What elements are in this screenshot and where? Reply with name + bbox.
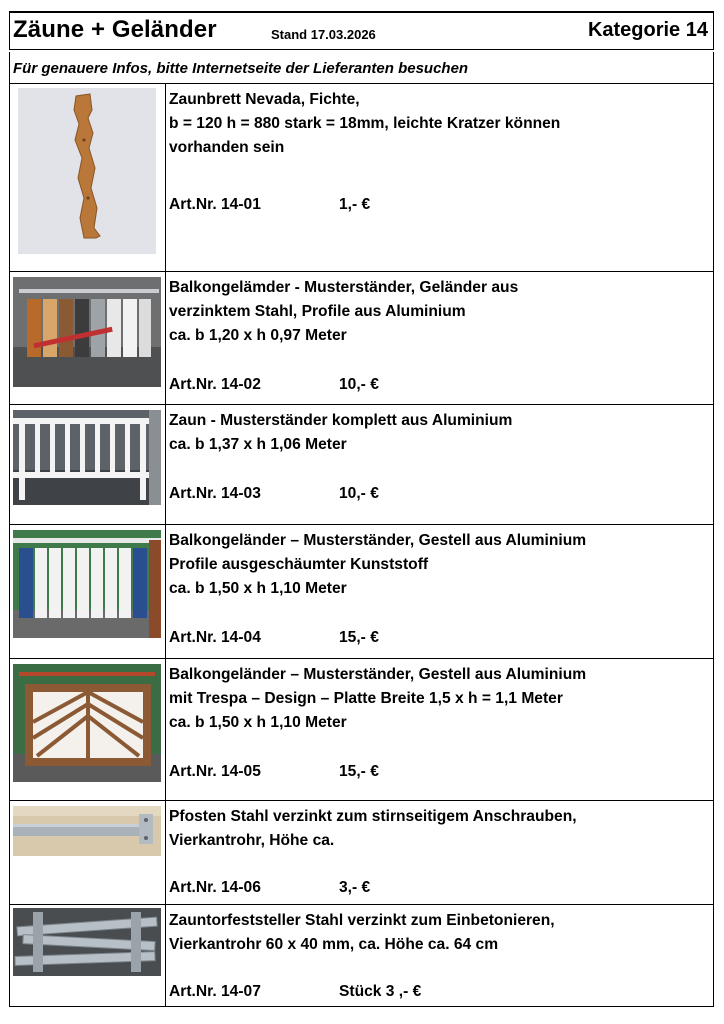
balcony-railing-sample-photo — [13, 277, 161, 387]
catalog-page — [9, 11, 716, 1007]
product-image-cell — [10, 525, 166, 658]
price: 3,- € — [339, 879, 371, 896]
aluminium-fence-photo — [13, 410, 161, 505]
product-text — [169, 529, 709, 601]
price: 10,- € — [339, 485, 379, 502]
date-stamp: Stand 17.03.2026 — [271, 27, 376, 42]
product-article-line — [169, 376, 379, 394]
product-description: Balkongeländer – Musterständer, Gestell aus Aluminium Profile ausgeschäumter Kunststoff ca. b 1,50 x h 1,10 Meter — [169, 532, 587, 597]
product-text — [169, 909, 709, 957]
product-article-line — [169, 763, 379, 781]
white-plank-railing-photo — [13, 530, 161, 638]
product-article-line — [169, 485, 379, 503]
product-description: Zaunbrett Nevada, Fichte, b = 120 h = 880 stark = 18mm, leichte Kratzer können vorhanden sein — [169, 91, 561, 156]
page-title: Zäune + Geländer — [13, 16, 217, 43]
trespa-panel-railing-photo — [13, 664, 161, 782]
category-label: Kategorie 14 — [587, 19, 708, 41]
article-number: Art.Nr. 14-02 — [169, 376, 261, 393]
product-row — [9, 405, 714, 525]
article-number: Art.Nr. 14-01 — [169, 196, 261, 213]
product-article-line — [169, 879, 370, 897]
product-text — [169, 805, 709, 853]
product-row — [9, 84, 714, 272]
price: 15,- € — [339, 763, 379, 780]
price: 10,- € — [339, 376, 379, 393]
price: 1,- € — [339, 196, 371, 213]
page-header — [9, 11, 714, 50]
product-row — [9, 801, 714, 905]
article-number: Art.Nr. 14-04 — [169, 629, 261, 646]
product-description: Balkongeländer – Musterständer, Gestell aus Aluminium mit Trespa – Design – Platte Breite 1,5 x h = 1,1 Meter ca. b 1,50 x h 1,10 Meter — [169, 666, 587, 731]
price: 15,- € — [339, 629, 379, 646]
product-row — [9, 272, 714, 405]
gate-stopper-photo — [13, 908, 161, 976]
article-number: Art.Nr. 14-03 — [169, 485, 261, 502]
product-image-cell — [10, 405, 166, 524]
product-article-line — [169, 196, 370, 214]
product-image-cell — [10, 659, 166, 800]
article-number: Art.Nr. 14-05 — [169, 763, 261, 780]
info-note-text: Für genauere Infos, bitte Internetseite der Lieferanten besuchen — [13, 60, 469, 77]
product-text — [169, 88, 709, 160]
product-description: Zauntorfeststeller Stahl verzinkt zum Einbetonieren, Vierkantrohr 60 x 40 mm, ca. Höhe ca. 64 cm — [169, 912, 555, 953]
product-image-cell — [10, 272, 166, 404]
steel-post-photo — [13, 806, 161, 856]
product-row — [9, 659, 714, 801]
info-note — [9, 52, 714, 84]
fence-board-photo — [18, 88, 156, 254]
product-text — [169, 276, 709, 348]
product-description: Zaun - Musterständer komplett aus Aluminium ca. b 1,37 x h 1,06 Meter — [169, 412, 513, 453]
product-text — [169, 409, 709, 457]
product-description: Balkongelämder - Musterständer, Geländer aus verzinktem Stahl, Profile aus Aluminium ca. b 1,20 x h 0,97 Meter — [169, 279, 519, 344]
product-row — [9, 525, 714, 659]
product-image-cell — [10, 801, 166, 904]
product-article-line — [169, 629, 379, 647]
article-number: Art.Nr. 14-06 — [169, 879, 261, 896]
product-image-cell — [10, 84, 166, 271]
product-image-cell — [10, 905, 166, 1006]
product-row — [9, 905, 714, 1007]
product-text — [169, 663, 709, 735]
price: Stück 3 ,- € — [339, 983, 422, 1000]
product-article-line — [169, 983, 421, 1001]
product-description: Pfosten Stahl verzinkt zum stirnseitigem Anschrauben, Vierkantrohr, Höhe ca. — [169, 808, 577, 849]
article-number: Art.Nr. 14-07 — [169, 983, 261, 1000]
